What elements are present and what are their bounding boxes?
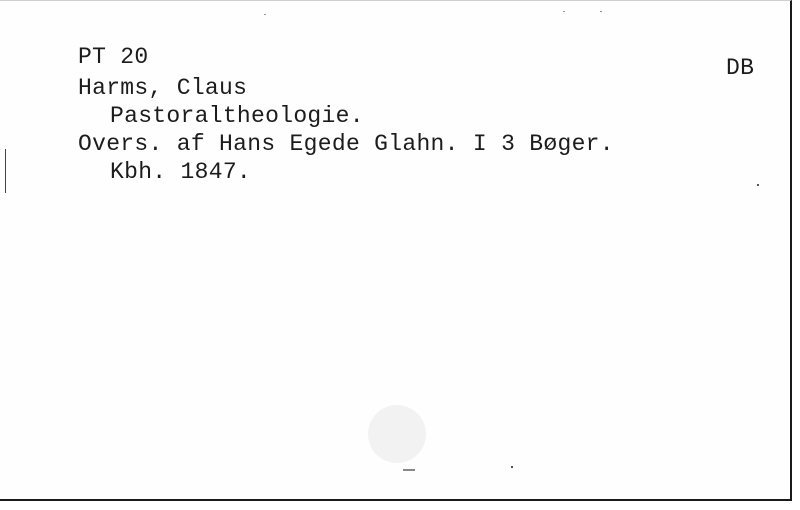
author-line: Harms, Claus xyxy=(78,75,248,101)
speck xyxy=(757,184,759,186)
location-code: DB xyxy=(726,55,755,81)
translation-line: Overs. af Hans Egede Glahn. I 3 Bøger. xyxy=(78,131,614,157)
paper-smudge xyxy=(368,405,426,463)
speck xyxy=(600,11,602,12)
call-number: PT 20 xyxy=(78,44,149,70)
speck xyxy=(563,11,565,12)
speck xyxy=(264,14,266,15)
speck xyxy=(403,469,415,471)
edge-mark xyxy=(5,149,6,193)
imprint-line: Kbh. 1847. xyxy=(110,159,252,185)
title-line: Pastoraltheologie. xyxy=(110,103,364,129)
speck xyxy=(511,466,513,468)
